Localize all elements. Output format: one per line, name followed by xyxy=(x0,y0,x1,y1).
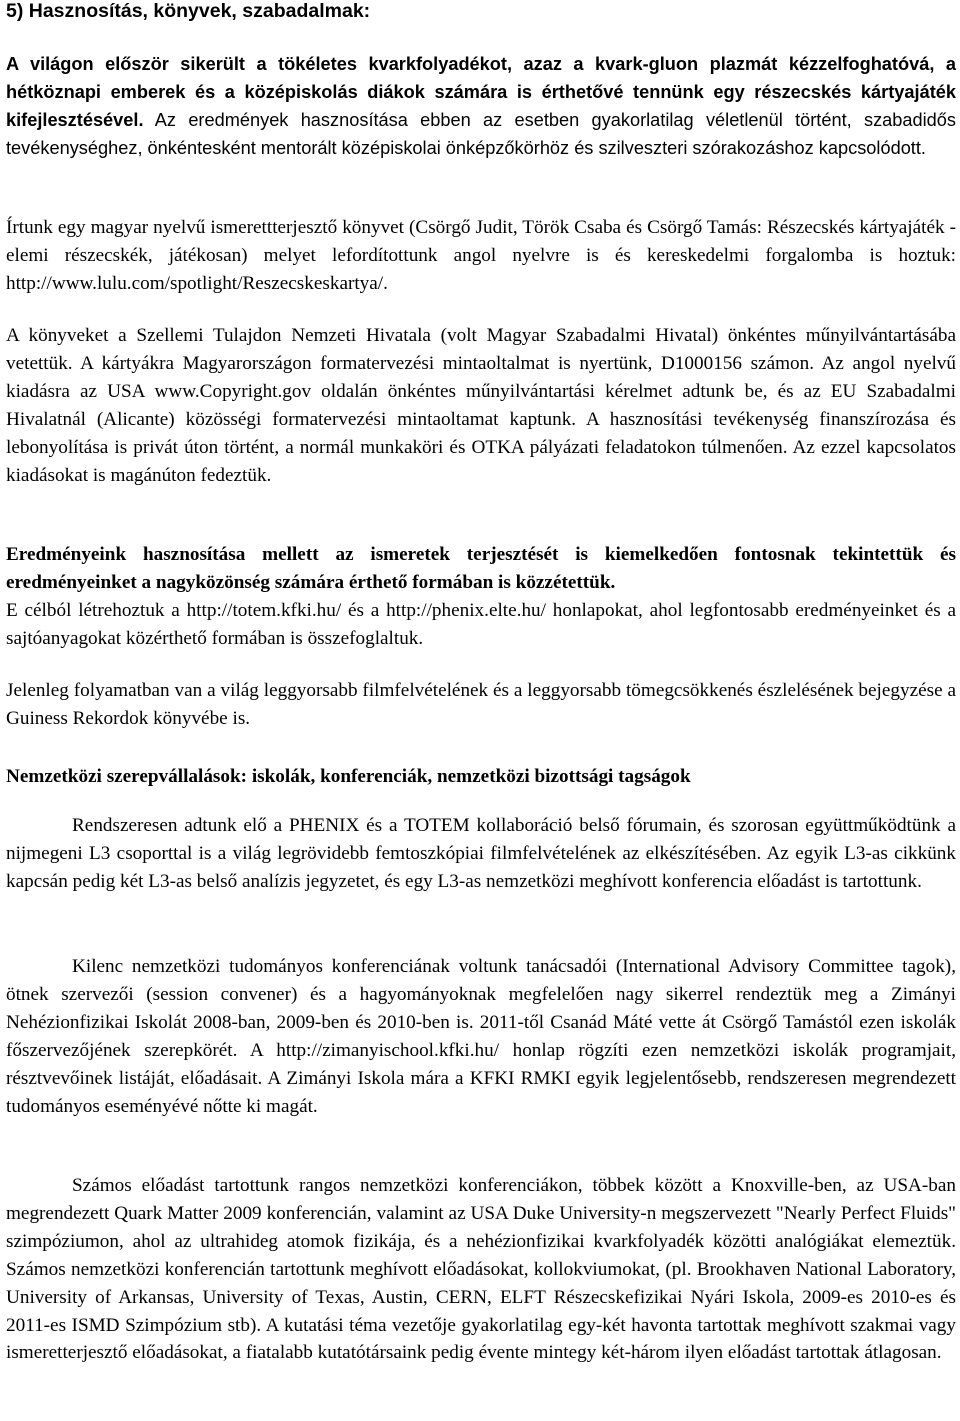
paragraph-dissemination-rest: E célból létrehoztuk a http://totem.kfki.hu/ és a http://phenix.elte.hu/ honlapokat, ahol legfontosabb eredményeinket és a sajtóanyagokat közérthető formában is összefoglaltuk. xyxy=(6,599,956,649)
paragraph-talks: Számos előadást tartottunk rangos nemzetközi konferenciákon, többek között a Knoxville-ben, az USA-ban megrendezett Quark Matter 2009 konferencián, valamint az USA Duke University-n megszervezett "Nearly Perfect Fluids" szimpóziumon, ahol az ultrahideg atomok fizikája, és a nehézionfizikai kvarkfolyadék közötti analógiákat elemeztük. Számos nemzetközi konferencián tartottunk meghívott előadásokat, kollokviumokat, (pl. Brookhaven National Laboratory, University of Arkansas, University of Texas, Austin, CERN, ELFT Részecskefizikai Nyári Iskola, 2009-es 2010-es és 2011-es ISMD Szimpózium stb). A kutatási téma vezetője gyakorlatilag egy-két havonta tartottak meghívott szakmai vagy ismeretterjesztő előadásokat, a fiatalabb kutatótársaink pedig évente mintegy két-három ilyen előadást tartottak átlagosan. xyxy=(6,1175,956,1364)
paragraph-copyright: A könyveket a Szellemi Tulajdon Nemzeti Hivatala (volt Magyar Szabadalmi Hivatal) önkéntes műnyilvántartásába vetettük. A kártyákra Magyarországon formatervezési mintaoltalmat is nyertünk, D1000156 számon. Az angol nyelvű kiadásra az USA www.Copyright.gov oldalán önkéntes műnyilvántartási kérelmet adtunk be, és az EU Szabadalmi Hivalatnál (Alicante) közösségi formatervezési mintaoltamat kaptunk. A hasznosítási tevékenység finanszírozása és lebonyolítása is privát úton történt, a normál munkaköri és OTKA pályázati feladatokon túlmenően. Az ezzel kapcsolatos kiadásokat is magánúton fedeztük. xyxy=(6,325,956,486)
paragraph-card-game-bold: A világon először sikerült a tökéletes kvarkfolyadékot, azaz a kvark-gluon plazmát kézzelfoghatóvá, a hétköznapi emberek és a középiskolás diákok számára is érthetővé tennünk egy részecskés kártyajáték kifejlesztésével. xyxy=(6,54,956,130)
paragraph-card-game xyxy=(6,51,956,163)
section-title: 5) Hasznosítás, könyvek, szabadalmak: xyxy=(6,0,371,22)
paragraph-collaborations: Rendszeresen adtunk elő a PHENIX és a TOTEM kollaboráció belső fórumain, és szorosan együttműködtünk a nijmegeni L3 csoporttal is a világ legrövidebb femtoszkópiai filmfelvételének az elkészítésében. Az egyik L3-as cikkünk kapcsán pedig két L3-as belső analízis jegyzetet, és egy L3-as nemzetközi meghívott konferencia előadást is tartottunk. xyxy=(6,815,956,892)
international-heading: Nemzetközi szerepvállalások: iskolák, konferenciák, nemzetközi bizottsági tagságok xyxy=(6,766,691,787)
paragraph-book: Írtunk egy magyar nyelvű ismerettterjesztő könyvet (Csörgő Judit, Török Csaba és Csörgő Tamás: Részecskés kártyajáték - elemi részecskék, játékosan) melyet lefordítottunk angol nyelvre is és kereskedelmi forgalomba is hoztuk: http://www.lulu.com/spotlight/Reszecskeskartya/. xyxy=(6,217,956,294)
paragraph-dissemination xyxy=(6,541,956,653)
paragraph-dissemination-bold: Eredményeink hasznosítása mellett az ismeretek terjesztését is kiemelkedően fontosnak tekintettük és eredményeinket a nagyközönség számára érthető formában is közzétettük. xyxy=(6,544,956,593)
paragraph-conferences: Kilenc nemzetközi tudományos konferenciának voltunk tanácsadói (International Advisory Committee tagok), ötnek szervezői (session convener) és a hagyományoknak megfelelően nagy sikerrel rendeztük meg a Zimányi Nehézionfizikai Iskolát 2008-ban, 2009-ben és 2010-ben is. 2011-től Csanád Máté vette át Csörgő Tamástól ezen iskolák főszervezőjének szerepkörét. A http://zimanyischool.kfki.hu/ honlap rögzíti ezen nemzetközi iskolák programjait, résztvevőinek listáját, előadásait. A Zimányi Iskola mára a KFKI RMKI egyik legjelentősebb, rendszeresen megrendezett tudományos eseményévé nőtte ki magát. xyxy=(6,956,956,1117)
paragraph-card-game-rest: Az eredmények hasznosítása ebben az esetben gyakorlatilag véletlenül történt, szabadidős tevékenységhez, önkéntesként mentorált középiskolai önképzőkörhöz és szilveszteri szórakozáshoz kapcsolódott. xyxy=(6,109,956,158)
paragraph-guinness: Jelenleg folyamatban van a világ leggyorsabb filmfelvételének és a leggyorsabb tömegcsökkenés észlelésének bejegyzése a Guiness Rekordok könyvébe is. xyxy=(6,680,956,729)
